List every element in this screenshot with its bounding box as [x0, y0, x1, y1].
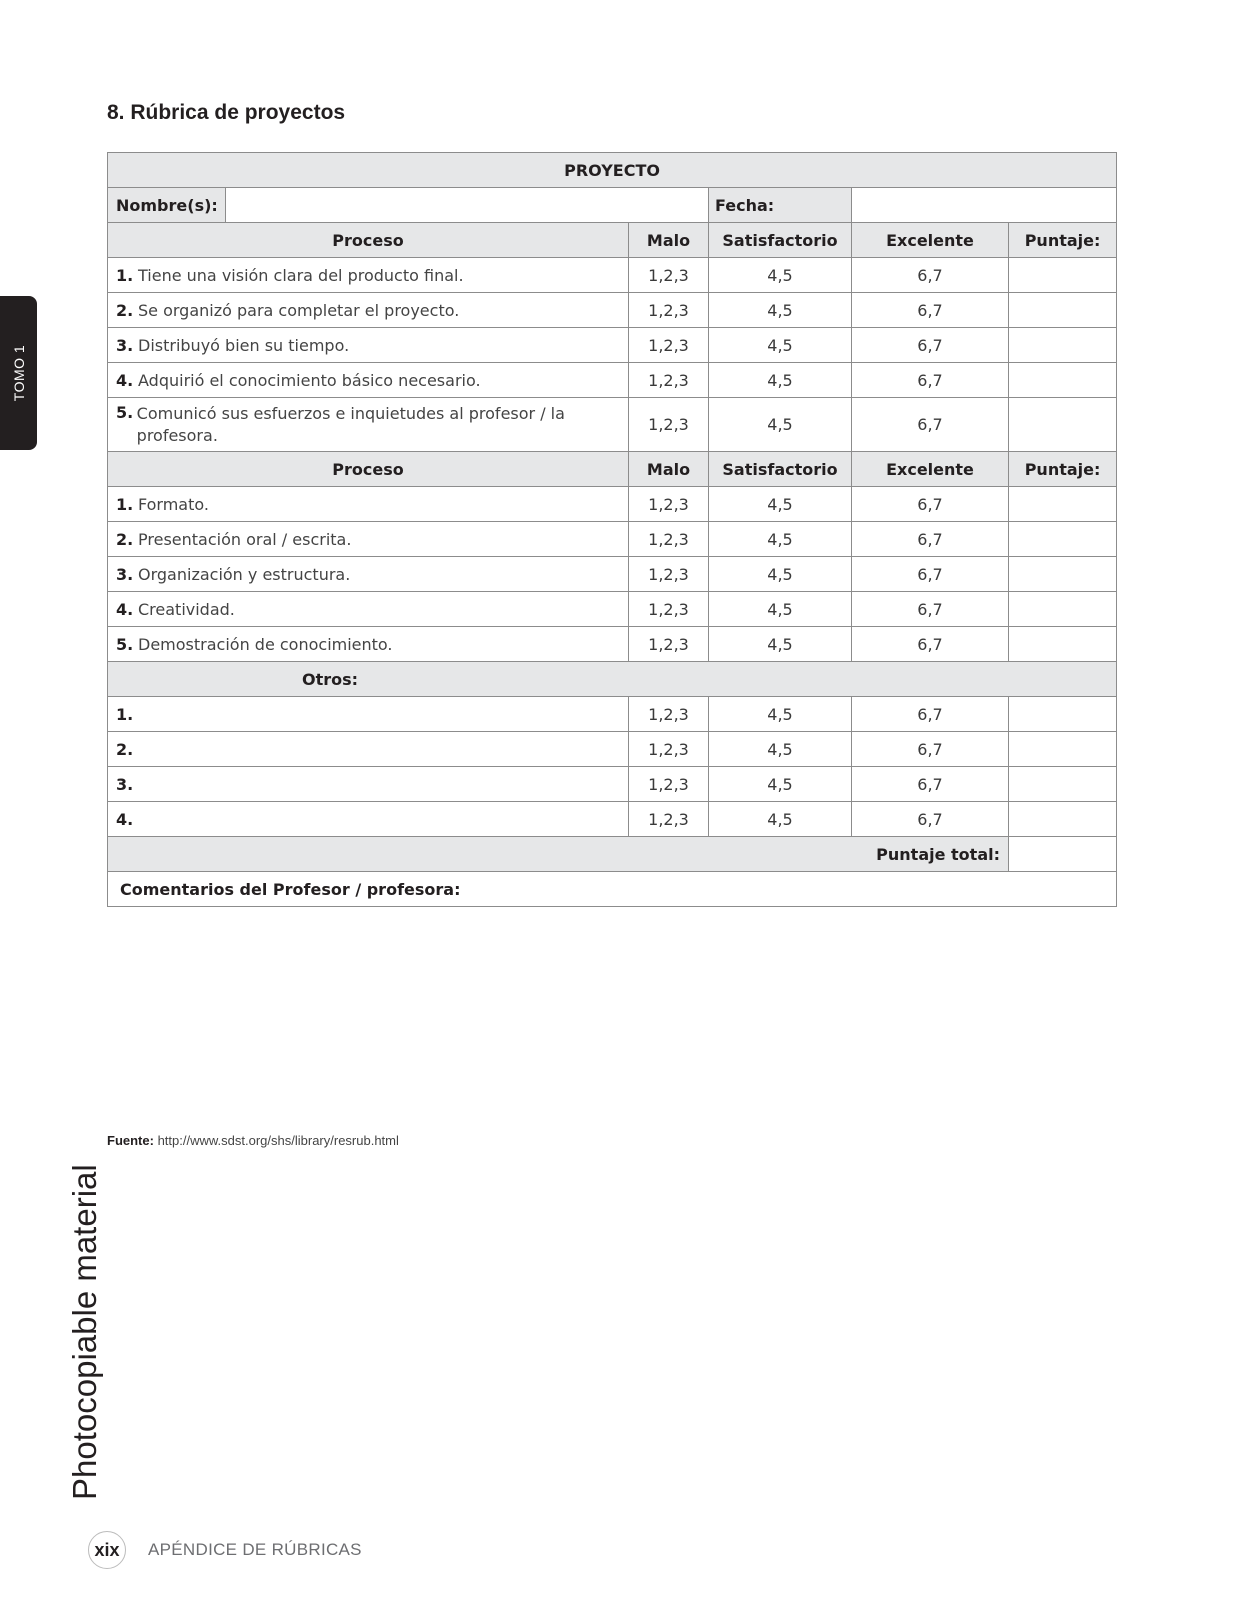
excelente-value: 6,7	[852, 487, 1009, 522]
satisfactorio-value: 4,5	[709, 522, 852, 557]
row-text: Comunicó sus esfuerzos e inquietudes al profesor / la profesora.	[136, 403, 565, 445]
score-cell[interactable]	[1009, 627, 1117, 662]
malo-value: 1,2,3	[629, 557, 709, 592]
malo-value: 1,2,3	[629, 697, 709, 732]
page-footer	[88, 1531, 362, 1569]
satisfactorio-value: 4,5	[709, 802, 852, 837]
row-number: 1.	[116, 704, 134, 724]
name-date-row	[108, 188, 1117, 223]
row-text: Tiene una visión clara del producto final.	[138, 265, 464, 285]
footer-section-title: APÉNDICE DE RÚBRICAS	[148, 1540, 362, 1559]
table-row	[108, 732, 1117, 767]
excelente-value: 6,7	[852, 557, 1009, 592]
header-proceso: Proceso	[108, 223, 629, 258]
row-number: 4.	[116, 809, 134, 829]
row-number: 2.	[116, 529, 134, 549]
row-text: Distribuyó bien su tiempo.	[138, 335, 350, 355]
score-cell[interactable]	[1009, 802, 1117, 837]
side-tab	[0, 296, 37, 450]
malo-value: 1,2,3	[629, 592, 709, 627]
excelente-value: 6,7	[852, 627, 1009, 662]
header-satisfactorio: Satisfactorio	[709, 223, 852, 258]
row-text: Formato.	[138, 494, 209, 514]
score-cell[interactable]	[1009, 697, 1117, 732]
excelente-value: 6,7	[852, 592, 1009, 627]
satisfactorio-value: 4,5	[709, 398, 852, 452]
malo-value: 1,2,3	[629, 398, 709, 452]
table-row	[108, 557, 1117, 592]
excelente-value: 6,7	[852, 328, 1009, 363]
page-title: 8. Rúbrica de proyectos	[107, 101, 346, 124]
table-row	[108, 398, 1117, 452]
row-number: 1.	[116, 494, 134, 514]
header-proceso: Proceso	[108, 452, 629, 487]
table-row	[108, 293, 1117, 328]
score-cell[interactable]	[1009, 398, 1117, 452]
table-row	[108, 258, 1117, 293]
satisfactorio-value: 4,5	[709, 627, 852, 662]
satisfactorio-value: 4,5	[709, 767, 852, 802]
header-malo: Malo	[629, 452, 709, 487]
table-row	[108, 328, 1117, 363]
satisfactorio-value: 4,5	[709, 487, 852, 522]
total-score-cell[interactable]	[1009, 837, 1117, 872]
malo-value: 1,2,3	[629, 802, 709, 837]
comments-label: Comentarios del Profesor / profesora:	[120, 879, 461, 899]
malo-value: 1,2,3	[629, 522, 709, 557]
satisfactorio-value: 4,5	[709, 293, 852, 328]
satisfactorio-value: 4,5	[709, 697, 852, 732]
table-row	[108, 487, 1117, 522]
other-criterion-field[interactable]	[108, 697, 629, 732]
header-malo: Malo	[629, 223, 709, 258]
row-text: Presentación oral / escrita.	[138, 529, 352, 549]
score-cell[interactable]	[1009, 258, 1117, 293]
other-criterion-field[interactable]	[108, 802, 629, 837]
row-number: 3.	[116, 335, 134, 355]
malo-value: 1,2,3	[629, 767, 709, 802]
other-criterion-field[interactable]	[108, 767, 629, 802]
excelente-value: 6,7	[852, 258, 1009, 293]
row-number: 2.	[116, 739, 134, 759]
table-row	[108, 767, 1117, 802]
row-number: 4.	[116, 370, 134, 390]
page-number: xix	[88, 1531, 126, 1569]
source-note	[107, 1133, 399, 1148]
excelente-value: 6,7	[852, 732, 1009, 767]
table-title: PROYECTO	[108, 153, 1117, 188]
table-row	[108, 802, 1117, 837]
total-label: Puntaje total:	[108, 837, 1009, 872]
excelente-value: 6,7	[852, 802, 1009, 837]
row-text: Creatividad.	[138, 599, 235, 619]
row-number: 3.	[116, 774, 134, 794]
satisfactorio-value: 4,5	[709, 557, 852, 592]
table-row	[108, 522, 1117, 557]
row-number: 5.	[116, 634, 134, 654]
table-row	[108, 627, 1117, 662]
malo-value: 1,2,3	[629, 363, 709, 398]
malo-value: 1,2,3	[629, 487, 709, 522]
excelente-value: 6,7	[852, 767, 1009, 802]
score-cell[interactable]	[1009, 767, 1117, 802]
score-cell[interactable]	[1009, 487, 1117, 522]
row-text: Organización y estructura.	[138, 564, 351, 584]
malo-value: 1,2,3	[629, 328, 709, 363]
table-title-row	[108, 153, 1117, 188]
score-cell[interactable]	[1009, 592, 1117, 627]
excelente-value: 6,7	[852, 697, 1009, 732]
side-label: Photocopiable material	[66, 1164, 103, 1500]
name-field[interactable]	[226, 188, 709, 223]
others-header-row	[108, 662, 1117, 697]
source-label: Fuente:	[107, 1133, 154, 1148]
header-puntaje: Puntaje:	[1009, 452, 1117, 487]
row-text: Se organizó para completar el proyecto.	[138, 300, 460, 320]
excelente-value: 6,7	[852, 293, 1009, 328]
score-cell[interactable]	[1009, 557, 1117, 592]
table-row	[108, 697, 1117, 732]
header-excelente: Excelente	[852, 452, 1009, 487]
satisfactorio-value: 4,5	[709, 732, 852, 767]
header-row	[108, 452, 1117, 487]
date-label: Fecha:	[709, 188, 852, 223]
header-row	[108, 223, 1117, 258]
others-label: Otros:	[108, 662, 1117, 697]
satisfactorio-value: 4,5	[709, 592, 852, 627]
header-excelente: Excelente	[852, 223, 1009, 258]
malo-value: 1,2,3	[629, 258, 709, 293]
row-number: 3.	[116, 564, 134, 584]
total-row	[108, 837, 1117, 872]
malo-value: 1,2,3	[629, 293, 709, 328]
row-number: 5.	[116, 402, 134, 422]
excelente-value: 6,7	[852, 398, 1009, 452]
comments-row	[108, 872, 1117, 907]
row-number: 4.	[116, 599, 134, 619]
rubric-table	[107, 152, 1117, 907]
name-label: Nombre(s):	[108, 188, 226, 223]
satisfactorio-value: 4,5	[709, 328, 852, 363]
row-text: Demostración de conocimiento.	[138, 634, 393, 654]
score-cell[interactable]	[1009, 293, 1117, 328]
malo-value: 1,2,3	[629, 732, 709, 767]
satisfactorio-value: 4,5	[709, 258, 852, 293]
source-url: http://www.sdst.org/shs/library/resrub.html	[157, 1133, 399, 1148]
table-row	[108, 363, 1117, 398]
row-number: 2.	[116, 300, 134, 320]
satisfactorio-value: 4,5	[709, 363, 852, 398]
row-text: Adquirió el conocimiento básico necesario.	[138, 370, 481, 390]
malo-value: 1,2,3	[629, 627, 709, 662]
other-criterion-field[interactable]	[108, 732, 629, 767]
date-field[interactable]	[852, 188, 1117, 223]
table-row	[108, 592, 1117, 627]
header-satisfactorio: Satisfactorio	[709, 452, 852, 487]
comments-area[interactable]	[108, 872, 1117, 907]
header-puntaje: Puntaje:	[1009, 223, 1117, 258]
score-cell[interactable]	[1009, 732, 1117, 767]
score-cell[interactable]	[1009, 363, 1117, 398]
excelente-value: 6,7	[852, 522, 1009, 557]
side-tab-label: TOMO 1	[10, 344, 27, 402]
excelente-value: 6,7	[852, 363, 1009, 398]
score-cell[interactable]	[1009, 522, 1117, 557]
row-number: 1.	[116, 265, 134, 285]
score-cell[interactable]	[1009, 328, 1117, 363]
